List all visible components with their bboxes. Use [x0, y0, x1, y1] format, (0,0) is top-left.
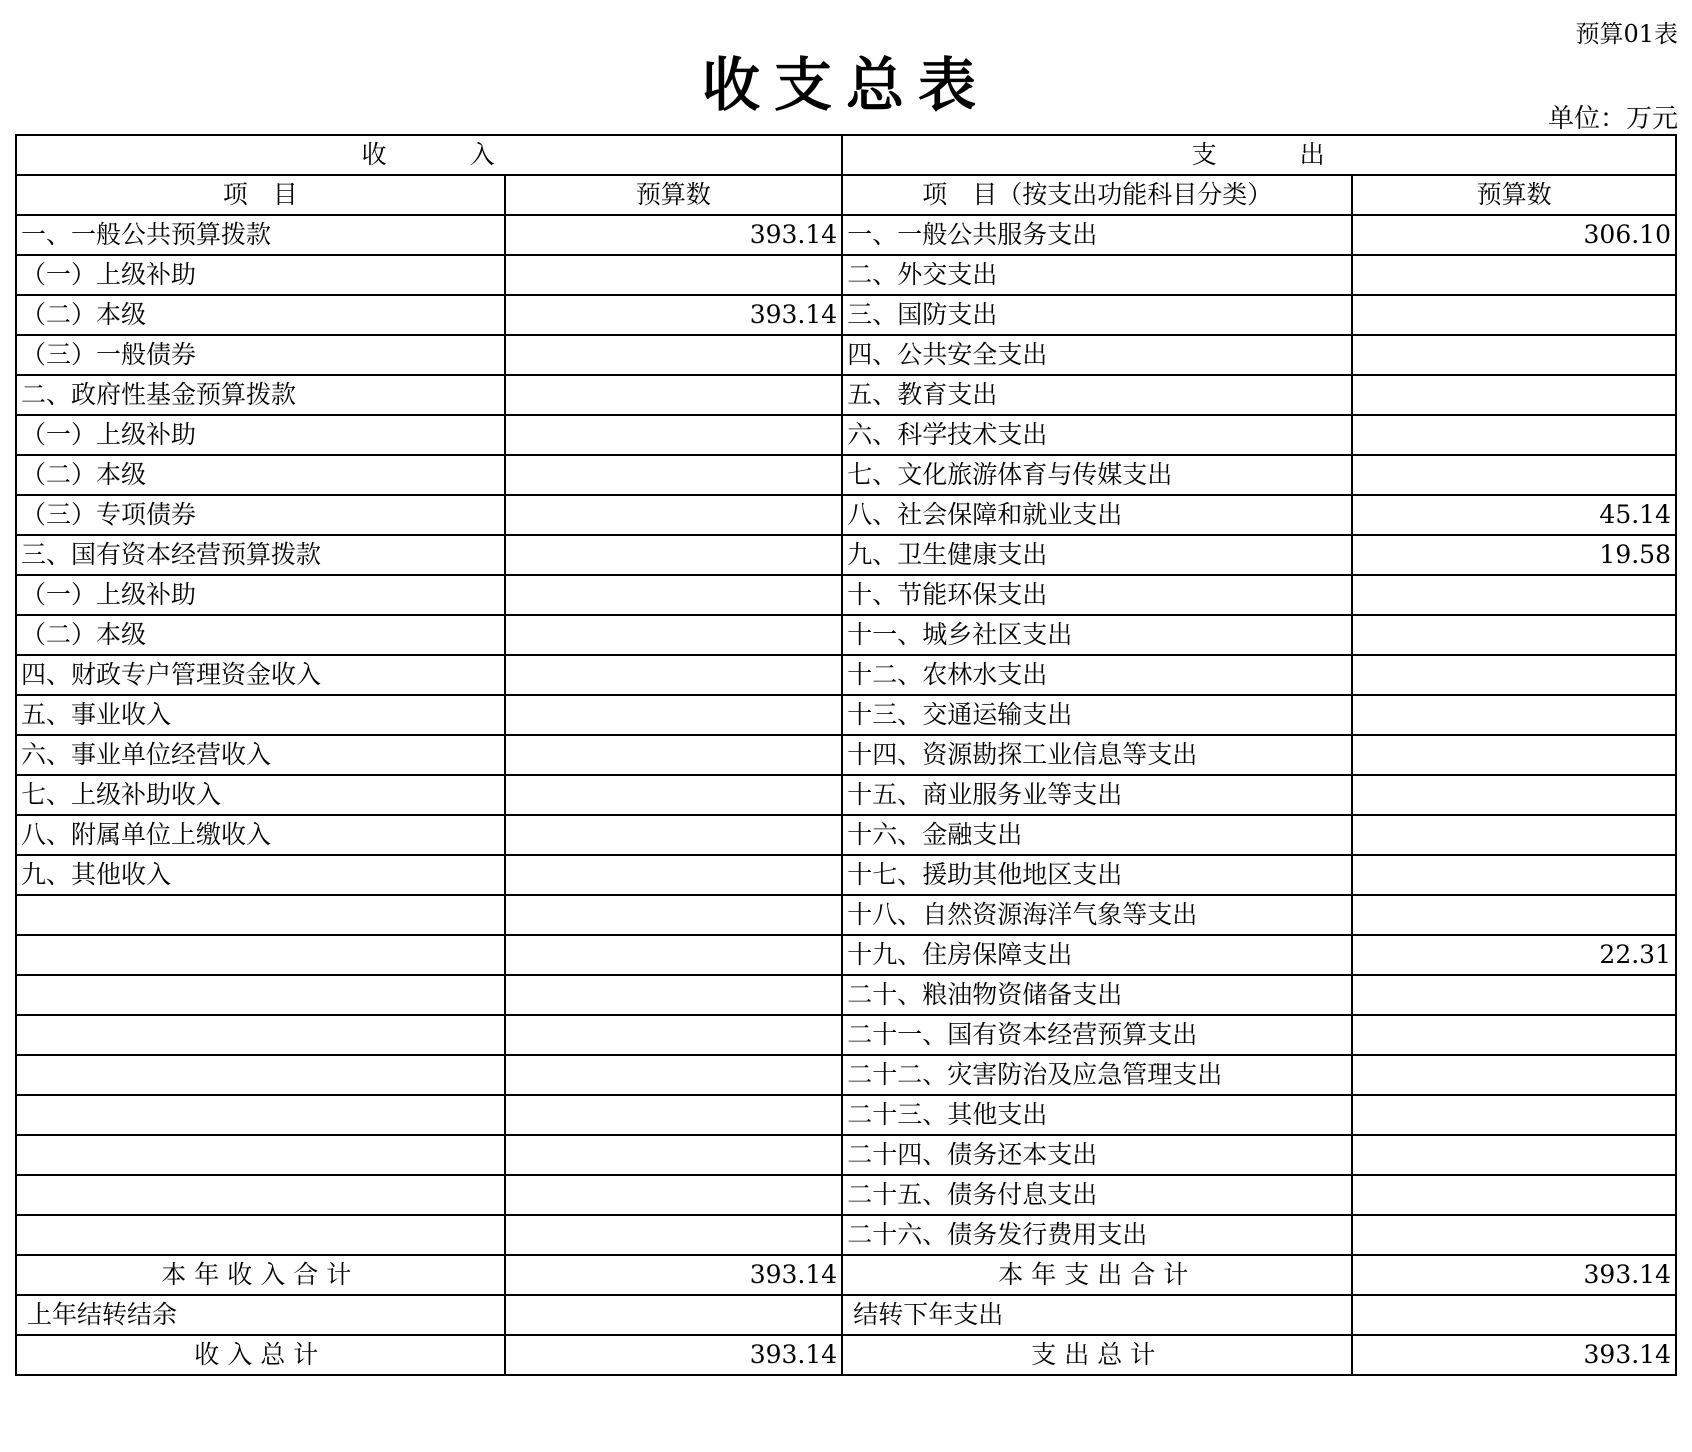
- expense-item-cell: 十八、自然资源海洋气象等支出: [842, 895, 1352, 935]
- income-item-header: 项 目: [16, 175, 505, 215]
- year-income-value: 393.14: [505, 1255, 843, 1295]
- income-value-cell: [505, 575, 843, 615]
- year-income-label: 本年收入合计: [16, 1255, 505, 1295]
- expense-item-cell: 一、一般公共服务支出: [842, 215, 1352, 255]
- income-item-cell: 六、事业单位经营收入: [16, 735, 505, 775]
- year-expense-label: 本年支出合计: [842, 1255, 1352, 1295]
- income-budget-header: 预算数: [505, 175, 843, 215]
- carryforward-label: 结转下年支出: [842, 1295, 1352, 1335]
- table-row: [16, 975, 1676, 1015]
- expense-item-cell: 二、外交支出: [842, 255, 1352, 295]
- expense-item-cell: 二十、粮油物资储备支出: [842, 975, 1352, 1015]
- expense-item-cell: 二十二、灾害防治及应急管理支出: [842, 1055, 1352, 1095]
- expense-item-cell: 六、科学技术支出: [842, 415, 1352, 455]
- year-total-row: [16, 1255, 1676, 1295]
- expense-value-cell: [1352, 975, 1676, 1015]
- expense-value-cell: [1352, 1135, 1676, 1175]
- expense-value-cell: [1352, 1055, 1676, 1095]
- income-item-cell: （三）一般债券: [16, 335, 505, 375]
- expense-item-cell: 三、国防支出: [842, 295, 1352, 335]
- totals-body: [16, 1255, 1676, 1375]
- income-value-cell: [505, 975, 843, 1015]
- expense-item-cell: 二十五、债务付息支出: [842, 1175, 1352, 1215]
- income-item-cell: 五、事业收入: [16, 695, 505, 735]
- expense-item-cell: 十七、援助其他地区支出: [842, 855, 1352, 895]
- table-row: [16, 415, 1676, 455]
- expense-value-cell: [1352, 735, 1676, 775]
- income-item-cell: [16, 1015, 505, 1055]
- expense-item-cell: 二十六、债务发行费用支出: [842, 1215, 1352, 1255]
- carryover-value: [505, 1295, 843, 1335]
- expense-value-cell: [1352, 695, 1676, 735]
- income-item-cell: [16, 975, 505, 1015]
- table-row: [16, 855, 1676, 895]
- expense-item-cell: 九、卫生健康支出: [842, 535, 1352, 575]
- budget-table-body: [16, 135, 1676, 1255]
- income-value-cell: [505, 655, 843, 695]
- table-row: [16, 695, 1676, 735]
- section-header-row: [16, 135, 1676, 175]
- expense-value-cell: 19.58: [1352, 535, 1676, 575]
- expense-item-cell: 八、社会保障和就业支出: [842, 495, 1352, 535]
- expense-value-cell: [1352, 575, 1676, 615]
- income-value-cell: 393.14: [505, 215, 843, 255]
- expense-value-cell: [1352, 335, 1676, 375]
- expense-value-cell: 306.10: [1352, 215, 1676, 255]
- income-value-cell: [505, 615, 843, 655]
- expense-value-cell: [1352, 295, 1676, 335]
- expense-item-cell: 五、教育支出: [842, 375, 1352, 415]
- income-value-cell: [505, 255, 843, 295]
- income-item-cell: [16, 1175, 505, 1215]
- form-code: 预算01表: [1575, 20, 1678, 48]
- income-item-cell: 九、其他收入: [16, 855, 505, 895]
- income-value-cell: [505, 535, 843, 575]
- expense-item-cell: 二十一、国有资本经营预算支出: [842, 1015, 1352, 1055]
- income-value-cell: [505, 1095, 843, 1135]
- expense-item-cell: 十、节能环保支出: [842, 575, 1352, 615]
- expense-value-cell: [1352, 815, 1676, 855]
- table-row: [16, 295, 1676, 335]
- table-row: [16, 335, 1676, 375]
- income-item-cell: （一）上级补助: [16, 255, 505, 295]
- grand-total-row: [16, 1335, 1676, 1375]
- expense-item-cell: 十四、资源勘探工业信息等支出: [842, 735, 1352, 775]
- table-row: [16, 255, 1676, 295]
- table-row: [16, 775, 1676, 815]
- income-value-cell: [505, 855, 843, 895]
- table-row: [16, 895, 1676, 935]
- income-item-cell: [16, 1135, 505, 1175]
- income-item-cell: （二）本级: [16, 455, 505, 495]
- income-value-cell: [505, 695, 843, 735]
- income-value-cell: [505, 1055, 843, 1095]
- table-row: [16, 495, 1676, 535]
- expense-section-header: 支 出: [842, 135, 1676, 175]
- income-section-header: 收 入: [16, 135, 842, 175]
- carryover-row: [16, 1295, 1676, 1335]
- table-row: [16, 1135, 1676, 1175]
- table-row: [16, 735, 1676, 775]
- total-income-label: 收入总计: [16, 1335, 505, 1375]
- income-item-cell: 七、上级补助收入: [16, 775, 505, 815]
- expense-value-cell: [1352, 775, 1676, 815]
- budget-table: [15, 134, 1677, 1376]
- page-title: 收支总表: [701, 51, 990, 119]
- income-item-cell: [16, 1095, 505, 1135]
- income-item-cell: [16, 1055, 505, 1095]
- table-row: [16, 215, 1676, 255]
- expense-item-cell: 七、文化旅游体育与传媒支出: [842, 455, 1352, 495]
- income-value-cell: [505, 935, 843, 975]
- expense-value-cell: [1352, 1175, 1676, 1215]
- expense-value-cell: 22.31: [1352, 935, 1676, 975]
- expense-value-cell: [1352, 415, 1676, 455]
- income-item-cell: [16, 935, 505, 975]
- unit-label: 单位：万元: [1547, 104, 1678, 134]
- expense-value-cell: [1352, 895, 1676, 935]
- income-value-cell: [505, 895, 843, 935]
- expense-value-cell: [1352, 455, 1676, 495]
- income-item-cell: （二）本级: [16, 615, 505, 655]
- income-item-cell: （一）上级补助: [16, 415, 505, 455]
- expense-item-cell: 十一、城乡社区支出: [842, 615, 1352, 655]
- expense-item-cell: 十六、金融支出: [842, 815, 1352, 855]
- year-expense-value: 393.14: [1352, 1255, 1676, 1295]
- expense-item-cell: 二十四、债务还本支出: [842, 1135, 1352, 1175]
- table-row: [16, 1215, 1676, 1255]
- table-row: [16, 575, 1676, 615]
- income-value-cell: 393.14: [505, 295, 843, 335]
- column-header-row: [16, 175, 1676, 215]
- income-value-cell: [505, 415, 843, 455]
- income-value-cell: [505, 735, 843, 775]
- expense-item-cell: 十五、商业服务业等支出: [842, 775, 1352, 815]
- expense-item-cell: 十三、交通运输支出: [842, 695, 1352, 735]
- table-row: [16, 375, 1676, 415]
- table-row: [16, 1055, 1676, 1095]
- table-row: [16, 1015, 1676, 1055]
- income-item-cell: 八、附属单位上缴收入: [16, 815, 505, 855]
- income-value-cell: [505, 775, 843, 815]
- income-item-cell: （三）专项债券: [16, 495, 505, 535]
- income-value-cell: [505, 1135, 843, 1175]
- expense-value-cell: [1352, 255, 1676, 295]
- expense-value-cell: [1352, 1095, 1676, 1135]
- carryforward-value: [1352, 1295, 1676, 1335]
- table-row: [16, 1175, 1676, 1215]
- table-row: [16, 615, 1676, 655]
- expense-value-cell: [1352, 1215, 1676, 1255]
- expense-budget-header: 预算数: [1352, 175, 1676, 215]
- expense-value-cell: [1352, 615, 1676, 655]
- total-expense-label: 支出总计: [842, 1335, 1352, 1375]
- expense-value-cell: 45.14: [1352, 495, 1676, 535]
- income-value-cell: [505, 495, 843, 535]
- income-value-cell: [505, 455, 843, 495]
- income-item-cell: 二、政府性基金预算拨款: [16, 375, 505, 415]
- expense-item-header: 项 目（按支出功能科目分类）: [842, 175, 1352, 215]
- income-value-cell: [505, 815, 843, 855]
- expense-item-cell: 四、公共安全支出: [842, 335, 1352, 375]
- expense-value-cell: [1352, 855, 1676, 895]
- income-item-cell: 四、财政专户管理资金收入: [16, 655, 505, 695]
- expense-value-cell: [1352, 1015, 1676, 1055]
- table-row: [16, 1095, 1676, 1135]
- table-row: [16, 935, 1676, 975]
- expense-item-cell: 二十三、其他支出: [842, 1095, 1352, 1135]
- income-item-cell: 三、国有资本经营预算拨款: [16, 535, 505, 575]
- income-value-cell: [505, 375, 843, 415]
- expense-item-cell: 十二、农林水支出: [842, 655, 1352, 695]
- table-row: [16, 455, 1676, 495]
- income-value-cell: [505, 1015, 843, 1055]
- table-row: [16, 815, 1676, 855]
- table-row: [16, 535, 1676, 575]
- total-income-value: 393.14: [505, 1335, 843, 1375]
- income-item-cell: （二）本级: [16, 295, 505, 335]
- income-value-cell: [505, 1175, 843, 1215]
- carryover-label: 上年结转结余: [16, 1295, 505, 1335]
- income-item-cell: [16, 1215, 505, 1255]
- expense-value-cell: [1352, 655, 1676, 695]
- total-expense-value: 393.14: [1352, 1335, 1676, 1375]
- income-item-cell: （一）上级补助: [16, 575, 505, 615]
- income-item-cell: 一、一般公共预算拨款: [16, 215, 505, 255]
- income-value-cell: [505, 335, 843, 375]
- income-value-cell: [505, 1215, 843, 1255]
- income-item-cell: [16, 895, 505, 935]
- table-row: [16, 655, 1676, 695]
- expense-value-cell: [1352, 375, 1676, 415]
- expense-item-cell: 十九、住房保障支出: [842, 935, 1352, 975]
